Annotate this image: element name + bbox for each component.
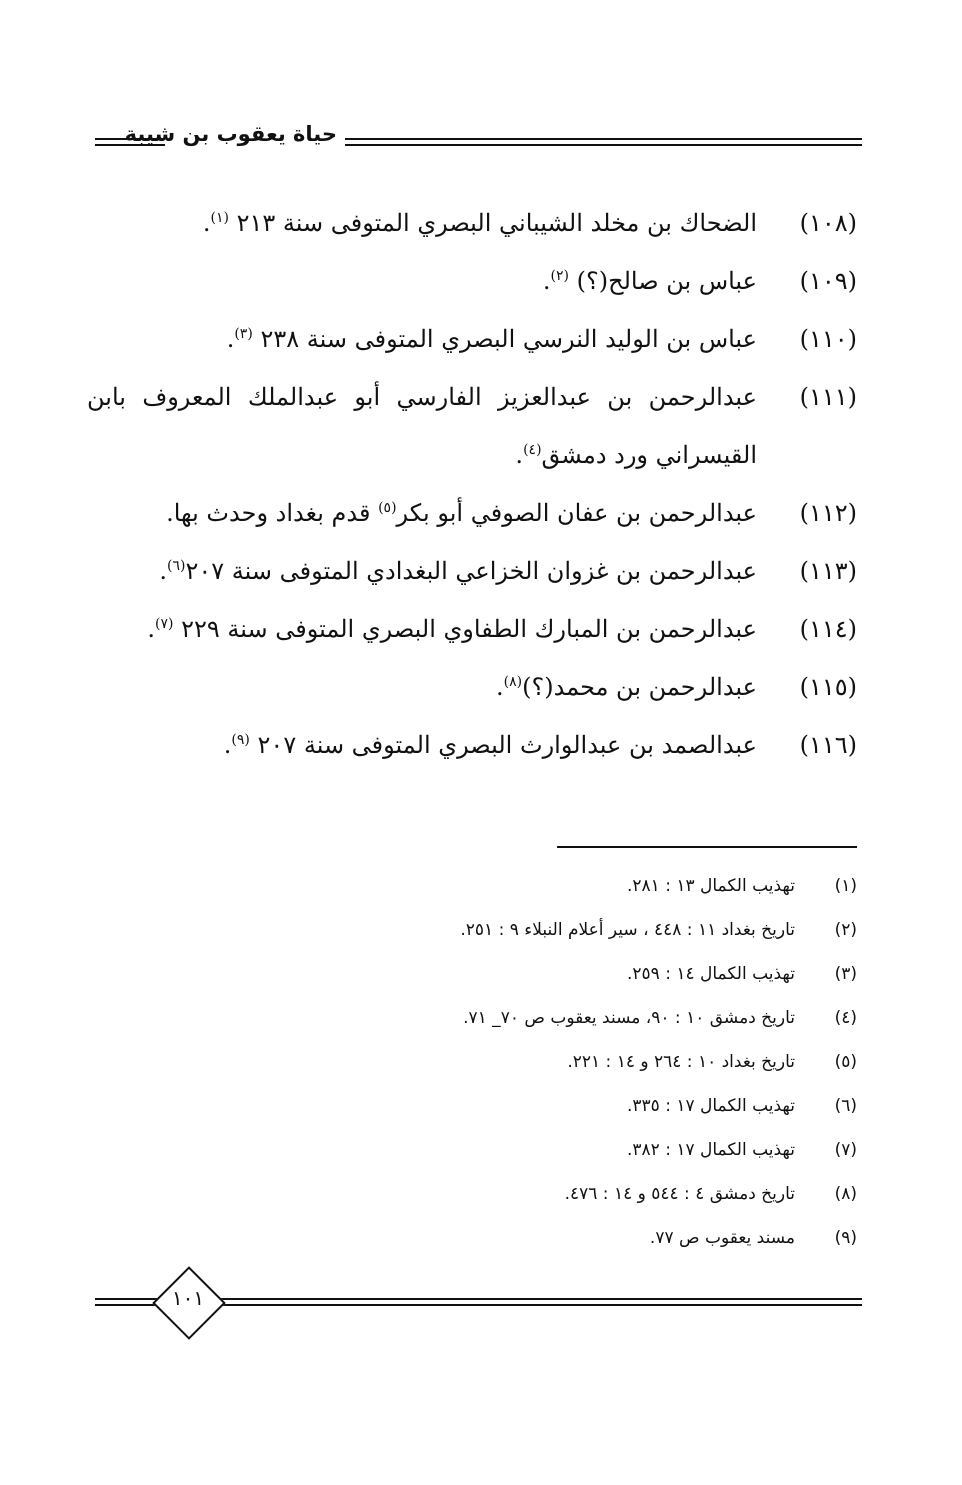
footnote-text: تاريخ دمشق ١٠ : ٩٠، مسند يعقوب ص ٧٠_ ٧١. [463,1008,795,1028]
footnote-ref: (٩) [231,732,250,748]
footnote-ref: (٣) [234,326,253,342]
list-item [87,368,857,484]
entry-number: (١١٦) [799,731,857,759]
footnote-ref: (١) [210,210,229,226]
entry-end: . [159,557,168,585]
entry-text: عبدالرحمن بن عفان الصوفي أبو بكر [396,499,757,527]
list-item [87,542,857,600]
footnote-ref: (٤) [523,442,542,458]
entry-text: عباس بن الوليد النرسي البصري المتوفى سنة ٢٣٨ [260,325,757,353]
footnote-text: تاريخ بغداد ١٠ : ٢٦٤ و ١٤ : ٢٢١. [567,1052,795,1072]
entry-text: عبدالرحمن بن المبارك الطفاوي البصري المتوفى سنة ٢٢٩ [181,615,757,643]
footnote-number: (١) [834,876,857,896]
list-item [87,252,857,310]
footnote-ref: (٧) [154,616,174,632]
entry-number: (١١٤) [799,615,857,643]
entry-text: الضحاك بن مخلد الشيباني البصري المتوفى سنة ٢١٣ [236,209,757,237]
entry-end: . [226,325,235,353]
footnote-ref: (٨) [503,674,523,690]
list-item [87,716,857,774]
entry-end: . [147,615,155,643]
footnote-text: تهذيب الكمال ١٤ : ٢٥٩. [627,964,795,984]
footnote-text: تاريخ دمشق ٤ : ٥٤٤ و ١٤ : ٤٧٦. [564,1184,795,1204]
footnote-number: (٥) [834,1052,857,1072]
footnote-separator [557,846,857,848]
list-item [87,600,857,658]
entry-end: . [515,441,524,469]
footnotes [257,866,857,1262]
entry-number: (١٠٨) [799,209,857,237]
footnote-item [257,866,857,910]
list-item [87,310,857,368]
list-item [87,484,857,542]
footer-rule-right-2 [213,1304,862,1306]
running-header [95,120,862,160]
footnote-item [257,998,857,1042]
list-item [87,194,857,252]
footnote-item [257,1086,857,1130]
entry-number: (١١٢) [799,499,857,527]
footnote-item [257,1042,857,1086]
entry-text: عباس بن صالح(؟) [576,267,757,295]
entry-number: (١٠٩) [799,267,857,295]
footnote-number: (٨) [834,1184,857,1204]
footnote-number: (٢) [834,920,857,940]
list-item [87,658,857,716]
entry-end: . [542,267,551,295]
footnote-item [257,954,857,998]
entry-text: عبدالرحمن بن محمد(؟) [522,673,757,701]
entry-number: (١١٣) [799,557,857,585]
footnote-text: مسند يعقوب ص ٧٧. [649,1228,795,1248]
header-rule-right-2 [345,144,862,146]
entry-text: عبدالرحمن بن غزوان الخزاعي البغدادي المتوفى سنة ٢٠٧ [185,557,757,585]
footnote-text: تهذيب الكمال ١٧ : ٣٣٥. [627,1096,795,1116]
entry-number: (١١٠) [799,325,857,353]
entry-text: عبدالصمد بن عبدالوارث البصري المتوفى سنة ٢٠٧ [257,731,757,759]
entry-text: عبدالرحمن بن عبدالعزيز الفارسي أبو عبدالملك المعروف بابن القيسراني ورد دمشق [87,383,757,469]
footnote-number: (٣) [834,964,857,984]
footnote-item [257,910,857,954]
entry-number: (١١٥) [799,673,857,701]
header-rule-right [345,138,862,140]
footnote-number: (٦) [834,1096,857,1116]
footnote-item [257,1218,857,1262]
entry-end: . [223,731,232,759]
footnote-item [257,1130,857,1174]
entry-end: قدم بغداد وحدث بها. [166,499,379,527]
entry-end: . [202,209,211,237]
footnote-ref: (٦) [167,558,186,574]
footnote-ref: (٥) [378,500,397,516]
entry-end: . [496,673,504,701]
entry-number: (١١١) [799,383,857,411]
footnote-item [257,1174,857,1218]
running-title: حياة يعقوب بن شيبة [124,122,337,146]
footnote-text: تهذيب الكمال ١٣ : ٢٨١. [627,876,795,896]
footnote-text: تاريخ بغداد ١١ : ٤٤٨ ، سير أعلام النبلاء ٩ : ٢٥١. [460,920,795,940]
footnote-number: (٩) [834,1228,857,1248]
footnote-number: (٧) [834,1140,857,1160]
footer-rule-right [213,1298,862,1300]
page-number: ١٠١ [171,1286,205,1310]
footnote-number: (٤) [834,1008,857,1028]
narrator-list [87,194,857,774]
page-footer [95,1270,862,1340]
footnote-ref: (٢) [550,268,570,284]
footnote-text: تهذيب الكمال ١٧ : ٣٨٢. [627,1140,795,1160]
